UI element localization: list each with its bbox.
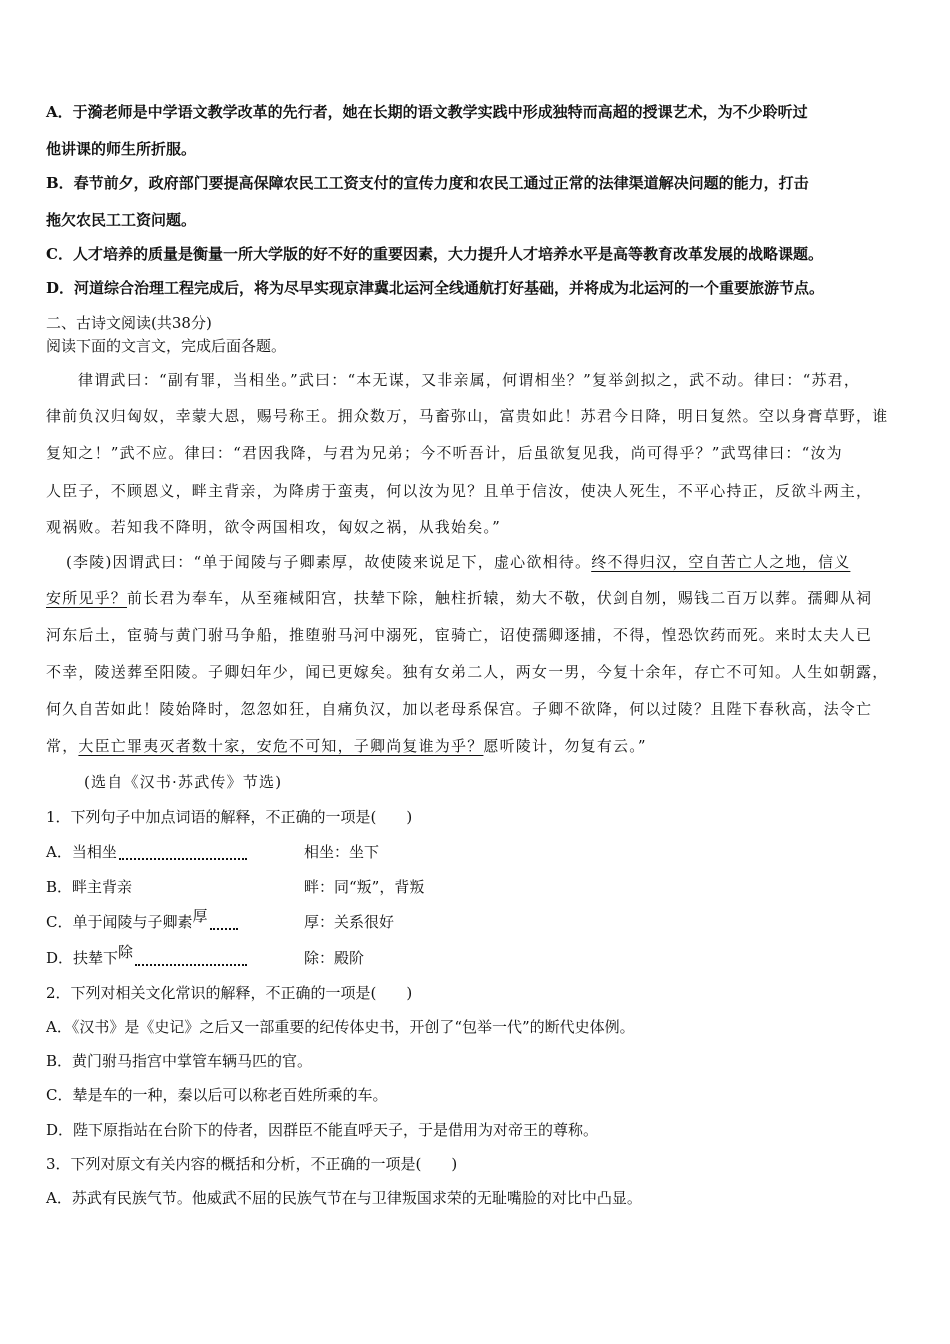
- q1-option-b[interactable]: [46, 876, 906, 898]
- passage-p2-line6-text-a: 常，: [46, 737, 79, 755]
- passage-p1-line3: 复知之！”武不应。律曰：“君因我降，与君为兄弟；今不听吾计，后虽欲复见我，尚可得乎？”武骂律曰：“汝为: [46, 444, 843, 462]
- passage-p1-line5: 观祸败。若知我不降明，欲令两国相攻，匈奴之祸，从我始矣。”: [46, 518, 501, 536]
- passage-p2-line6-text-b: 愿听陵计，勿复有云。”: [483, 737, 647, 755]
- passage-p1-line4: 人臣子，不顾恩义，畔主背亲，为降虏于蛮夷，何以汝为见？且单于信汝，使决人死生，不平心持正，反欲斗两主，: [46, 482, 873, 500]
- passage-p2-line2: [46, 587, 872, 609]
- q1-option-d-gloss: 除：殿阶: [304, 949, 365, 967]
- passage-source: (选自《汉书·苏武传》节选): [84, 773, 283, 791]
- passage-p2-line6: [46, 735, 647, 757]
- q1-stem: 1．下列句子中加点词语的解释，不正确的一项是( ): [46, 808, 413, 826]
- passage-p1-line1: 律谓武曰：“副有罪，当相坐。”武曰：“本无谋，又非亲属，何谓相坐？”复举剑拟之，武不动。律曰：“苏君，: [78, 371, 861, 389]
- passage-p2-line3: 河东后土，宦骑与黄门驸马争船，推堕驸马河中溺死，宦骑亡，诏使孺卿逐捕，不得，惶恐饮药而死。来时太夫人已: [46, 626, 873, 644]
- section-heading: 二、古诗文阅读(共38分): [46, 314, 212, 332]
- q1-option-b-gloss: 畔：同“叛”，背叛: [304, 878, 425, 896]
- emphasis-dots: [135, 952, 247, 966]
- sentence-option-b-line2: 拖欠农民工工资问题。: [46, 211, 197, 229]
- underlined-sentence-1b: 安所见乎？: [46, 589, 128, 607]
- q1-option-a-label: A．当相坐: [46, 843, 117, 861]
- passage-p2-line1: [66, 551, 850, 573]
- sentence-option-a-line1: A．于漪老师是中学语文教学改革的先行者，她在长期的语文教学实践中形成独特而高超的授课艺术，为不少聆听过: [46, 103, 808, 121]
- q1-option-d-emphasized-char: 除: [118, 943, 134, 961]
- q1-option-c-label: C．单于闻陵与子卿素: [46, 913, 193, 931]
- sentence-option-d: D．河道综合治理工程完成后，将为尽早实现京津冀北运河全线通航打好基础，并将成为北运河的一个重要旅游节点。: [46, 279, 825, 297]
- q1-option-a-gloss: 相坐：坐下: [304, 843, 380, 861]
- sentence-option-c: C．人才培养的质量是衡量一所大学版的好不好的重要因素，大力提升人才培养水平是高等教育改革发展的战略课题。: [46, 245, 823, 263]
- underlined-sentence-1a: 终不得归汉，空自苦亡人之地，信义: [591, 553, 851, 571]
- sentence-option-b-line1: B．春节前夕，政府部门要提高保障农民工工资支付的宣传力度和农民工通过正常的法律渠道解决问题的能力，打击: [46, 174, 809, 192]
- q1-option-c-gloss: 厚：关系很好: [304, 913, 395, 931]
- q3-stem: 3．下列对原文有关内容的概括和分析，不正确的一项是( ): [46, 1155, 458, 1173]
- q1-option-d[interactable]: [46, 943, 906, 969]
- passage-p2-line5: 何久自苦如此！陵始降时，忽忽如狂，自痛负汉，加以老母系保宫。子卿不欲降，何以过陵？且陛下春秋高，法令亡: [46, 700, 873, 718]
- emphasis-dots: [210, 916, 238, 930]
- q1-option-b-label: B．畔主背亲: [46, 878, 133, 896]
- q3-option-a[interactable]: A．苏武有民族气节。他威武不屈的民族气节在与卫律叛国求荣的无耻嘴脸的对比中凸显。: [46, 1189, 642, 1207]
- underlined-sentence-2: 大臣亡罪夷灭者数十家，安危不可知，子卿尚复谁为乎？: [78, 737, 484, 755]
- q2-stem: 2．下列对相关文化常识的解释，不正确的一项是( ): [46, 984, 413, 1002]
- q1-option-c[interactable]: [46, 907, 906, 933]
- passage-p2-line1-text: (李陵)因谓武曰：“单于闻陵与子卿素厚，故使陵来说足下，虚心欲相待。: [66, 553, 592, 571]
- q2-option-b[interactable]: B．黄门驸马指宫中掌管车辆马匹的官。: [46, 1052, 313, 1070]
- q1-option-d-label: D．扶辇下: [46, 949, 119, 967]
- q1-option-c-emphasized-char: 厚: [192, 907, 208, 925]
- passage-p2-line4: 不幸，陵送葬至阳陵。子卿妇年少，闻已更嫁矣。独有女弟二人，两女一男，今复十余年，存亡不可知。人生如朝露，: [46, 663, 889, 681]
- passage-p1-line2: 律前负汉归匈奴，幸蒙大恩，赐号称王。拥众数万，马畜弥山，富贵如此！苏君今日降，明日复然。空以身膏草野，谁: [46, 407, 889, 425]
- q1-option-a[interactable]: [46, 841, 906, 863]
- section-instruction: 阅读下面的文言文，完成后面各题。: [46, 337, 287, 355]
- sentence-option-a-line2: 他讲课的师生所折服。: [46, 140, 197, 158]
- q2-option-d[interactable]: D．陛下原指站在台阶下的侍者，因群臣不能直呼天子，于是借用为对帝王的尊称。: [46, 1121, 599, 1139]
- q2-option-a[interactable]: A．《汉书》是《史记》之后又一部重要的纪传体史书，开创了“包举一代”的断代史体例。: [46, 1018, 635, 1036]
- passage-p2-line2-text: 前长君为奉车，从至雍棫阳宫，扶辇下除，触柱折辕，劾大不敬，伏剑自刎，赐钱二百万以葬。孺卿从祠: [127, 589, 873, 607]
- q2-option-c[interactable]: C．辇是车的一种，秦以后可以称老百姓所乘的车。: [46, 1086, 388, 1104]
- emphasis-dots: [119, 846, 247, 860]
